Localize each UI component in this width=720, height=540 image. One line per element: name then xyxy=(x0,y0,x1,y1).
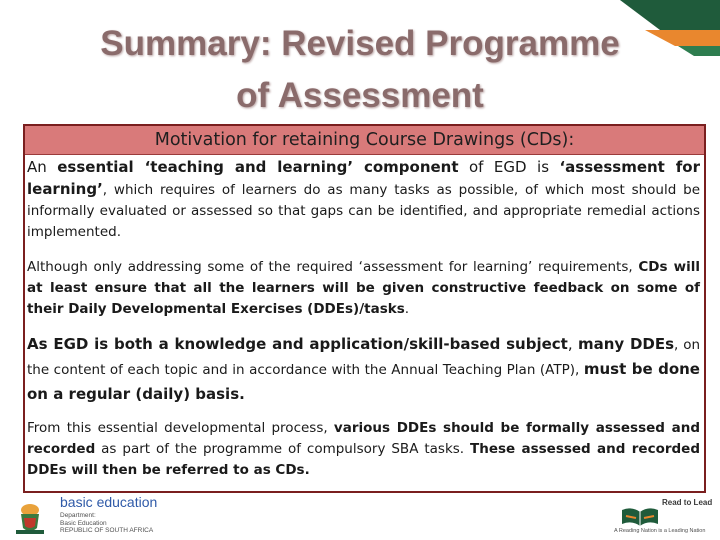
paragraph-2 xyxy=(27,257,700,320)
p1-text-2: of EGD is xyxy=(458,158,560,176)
p2-text-1: Although only addressing some of the required ‘assessment for learning’ requirements, xyxy=(27,259,639,275)
read-to-lead-logo xyxy=(610,494,720,540)
title-line-2: of Assessment xyxy=(236,76,484,115)
p4-text-1: From this essential developmental process, xyxy=(27,420,334,436)
read-to-lead-text: Read to Lead xyxy=(662,498,713,507)
title-line-1: Summary: Revised Programme xyxy=(100,24,620,63)
p4-text-2: as part of the programme of compulsory SBA tasks. xyxy=(95,441,470,457)
department-text: Department: Basic Education REPUBLIC OF SOUTH AFRICA xyxy=(60,512,154,534)
body-text xyxy=(25,155,704,481)
p3-text-2: , on the content of each topic and in accordance with the Annual Teaching Plan (ATP), xyxy=(27,337,701,378)
p4-bold-2: These assessed and recorded DDEs will then be referred to as CDs. xyxy=(27,441,700,478)
paragraph-3 xyxy=(27,332,700,406)
paragraph-4 xyxy=(27,418,700,481)
paragraph-1 xyxy=(27,157,700,243)
p2-bold-1: CDs will at least ensure that all the learners will be given constructive feedback on some of their Daily Developmental Exercises (DDEs)/tasks xyxy=(27,259,701,317)
p3-bold-1: As EGD is both a knowledge and application/skill-based subject xyxy=(27,335,568,353)
section-heading: Motivation for retaining Course Drawings (CDs): xyxy=(25,126,704,155)
book-icon xyxy=(620,506,660,528)
coat-of-arms-icon xyxy=(10,498,50,538)
p3-text-1: , xyxy=(567,335,578,353)
p1-text-3: , which requires of learners do as many tasks as possible, of which most should be informally evaluated or assessed so that gaps can be identified, and appropriate remedial actions implemented. xyxy=(27,182,700,240)
basic-education-text: basic education xyxy=(60,494,158,510)
p1-text-1: An xyxy=(27,158,58,176)
p3-bold-2: many DDEs xyxy=(577,335,675,353)
p1-bold-2: ‘assessment for learning’ xyxy=(27,158,700,198)
p1-bold-1: essential ‘teaching and learning’ component xyxy=(57,158,459,176)
p4-bold-1: various DDEs should be formally assessed and recorded xyxy=(27,420,700,457)
slide-title xyxy=(40,18,680,122)
footer xyxy=(0,494,720,540)
read-to-lead-tagline: A Reading Nation is a Leading Nation xyxy=(614,528,706,534)
content-box xyxy=(23,124,706,493)
p3-bold-3: must be done on a regular (daily) basis. xyxy=(27,360,700,403)
basic-education-logo xyxy=(8,494,168,540)
p2-text-2: . xyxy=(404,301,410,317)
